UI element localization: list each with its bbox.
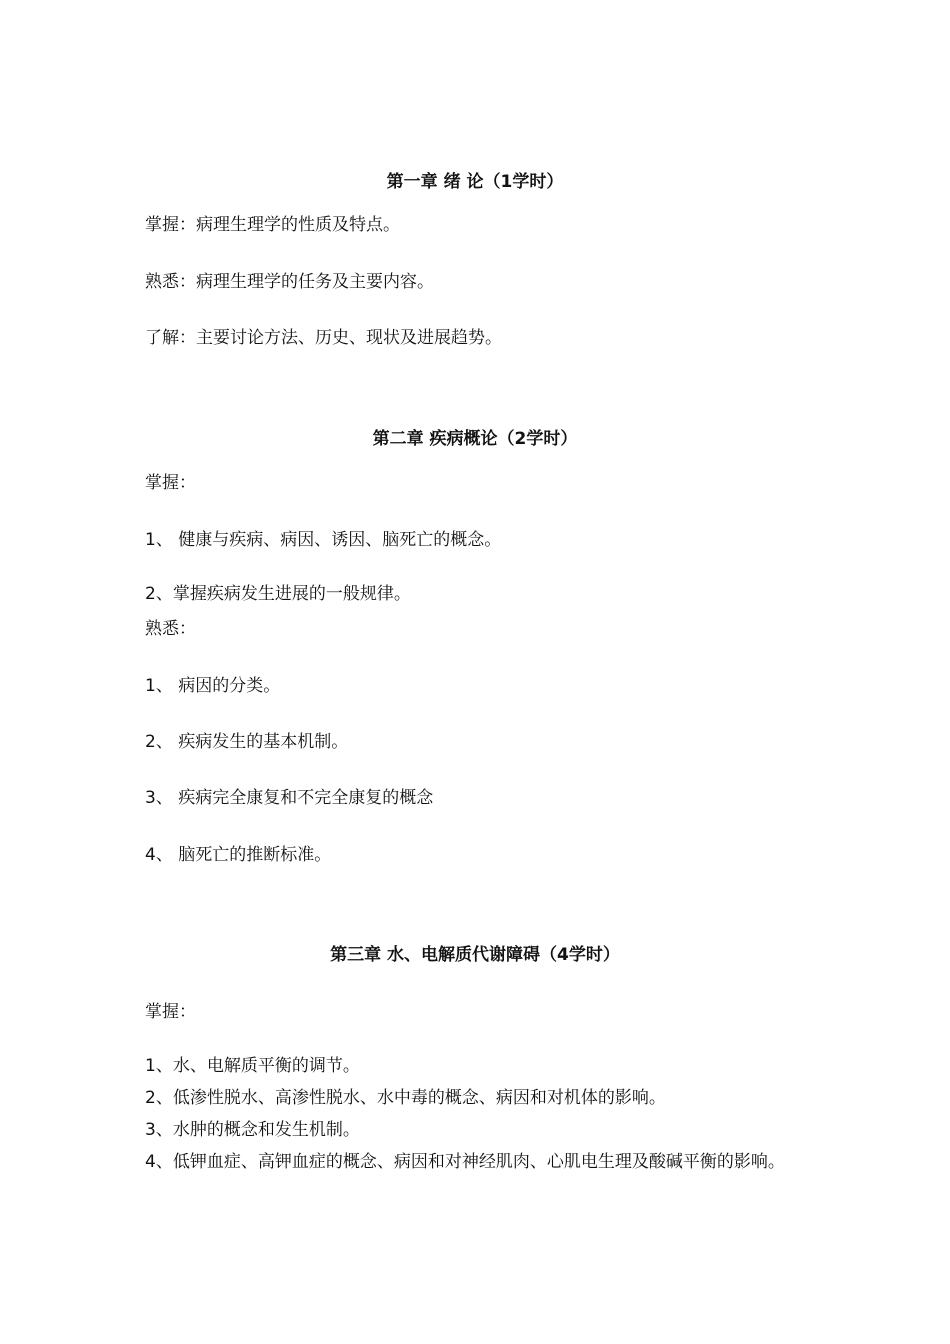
chapter-1-line-3: 了解：主要讨论方法、历史、现状及进展趋势。 bbox=[145, 328, 502, 348]
chapter-3-title: 第三章 水、电解质代谢障碍（4学时） bbox=[330, 945, 620, 965]
chapter-2-line-8: 4、 脑死亡的推断标准。 bbox=[145, 845, 332, 865]
chapter-2-line-1: 掌握： bbox=[145, 473, 196, 493]
chapter-1-line-2: 熟悉：病理生理学的任务及主要内容。 bbox=[145, 272, 434, 292]
chapter-2-line-6: 2、 疾病发生的基本机制。 bbox=[145, 732, 349, 752]
chapter-1-line-1: 掌握：病理生理学的性质及特点。 bbox=[145, 215, 400, 235]
chapter-2-line-5: 1、 病因的分类。 bbox=[145, 676, 281, 696]
chapter-3-line-3: 2、低渗性脱水、高渗性脱水、水中毒的概念、病因和对机体的影响。 bbox=[145, 1088, 666, 1108]
chapter-3-line-5: 4、低钾血症、高钾血症的概念、病因和对神经肌肉、心肌电生理及酸碱平衡的影响。 bbox=[145, 1152, 785, 1172]
chapter-2-title: 第二章 疾病概论（2学时） bbox=[372, 429, 578, 449]
chapter-2-line-2: 1、 健康与疾病、病因、诱因、脑死亡的概念。 bbox=[145, 530, 502, 550]
chapter-3-line-1: 掌握： bbox=[145, 1002, 196, 1022]
chapter-2-line-3: 2、掌握疾病发生进展的一般规律。 bbox=[145, 584, 411, 604]
chapter-3-line-2: 1、水、电解质平衡的调节。 bbox=[145, 1056, 360, 1076]
chapter-2-line-7: 3、 疾病完全康复和不完全康复的概念 bbox=[145, 788, 434, 808]
chapter-2-line-4: 熟悉： bbox=[145, 619, 196, 639]
chapter-3-line-4: 3、水肿的概念和发生机制。 bbox=[145, 1120, 360, 1140]
chapter-1-title: 第一章 绪 论（1学时） bbox=[386, 172, 564, 192]
